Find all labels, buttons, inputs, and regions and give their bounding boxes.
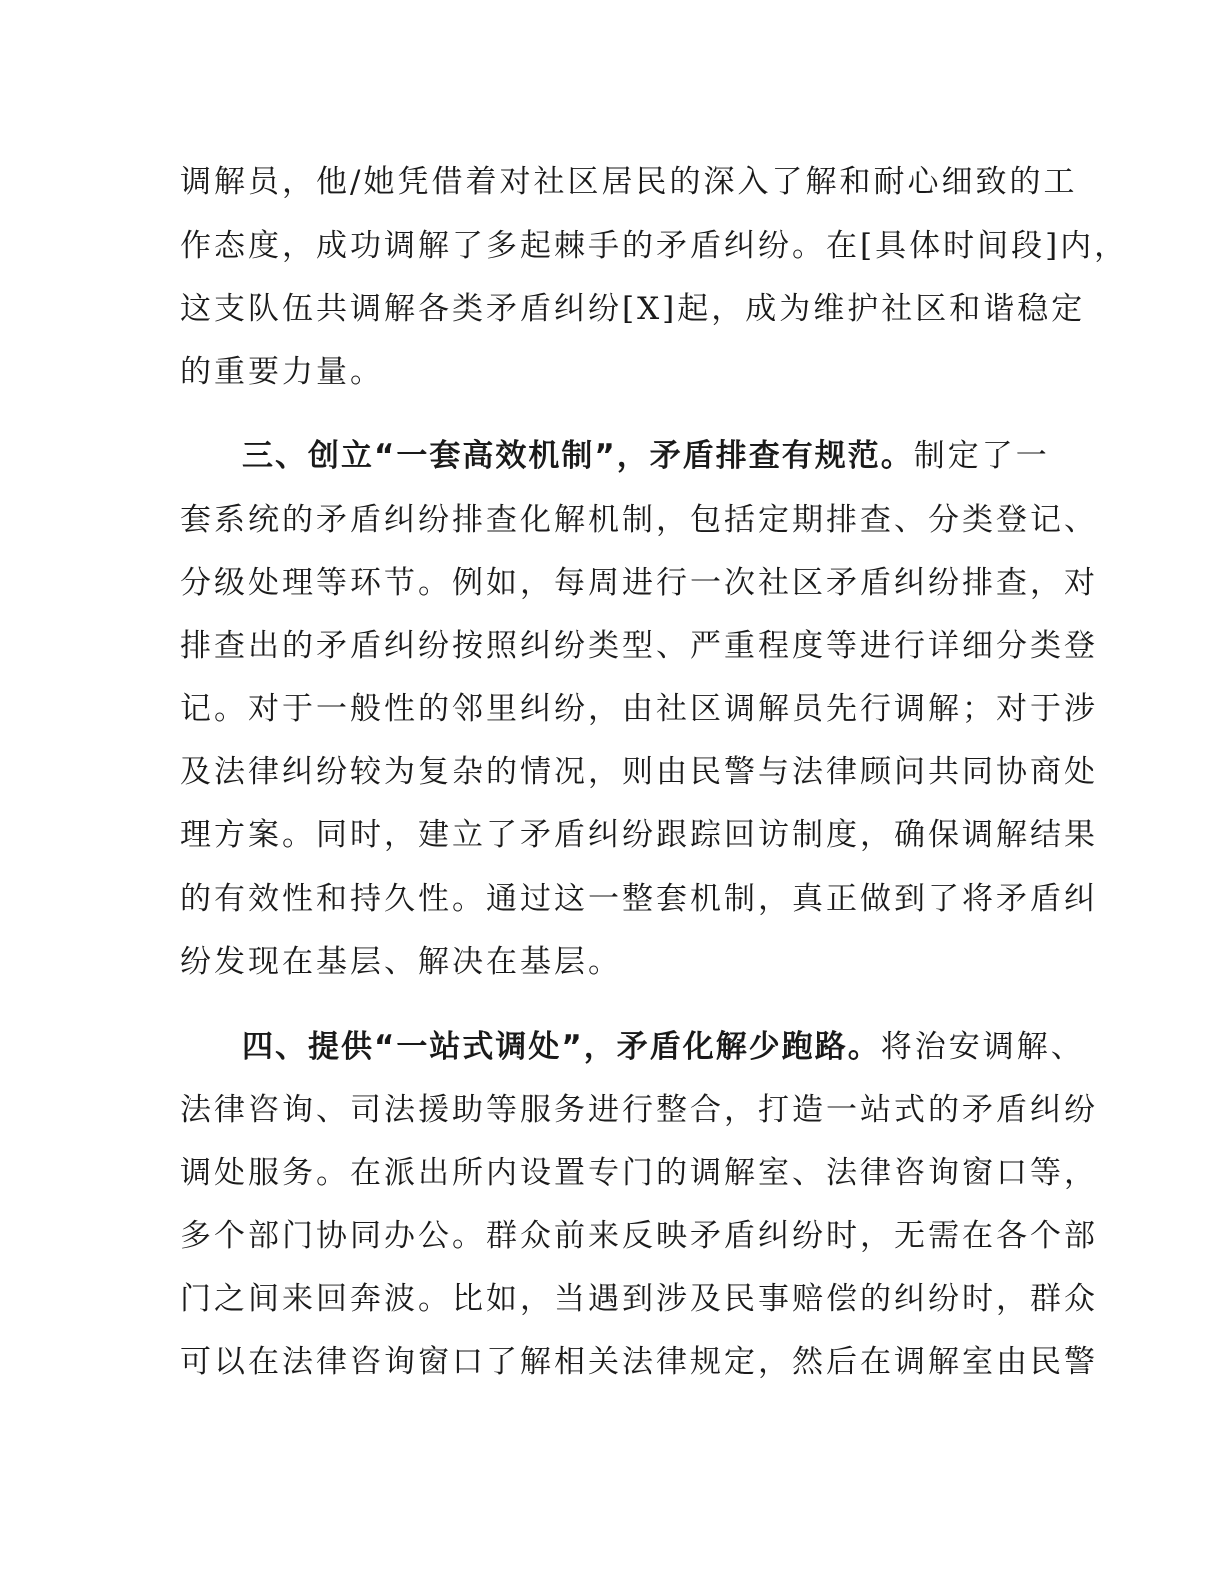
paragraph-line: 及法律纠纷较为复杂的情况，则由民警与法律顾问共同协商处	[180, 754, 1098, 790]
paragraph-line: 调解员，他/她凭借着对社区居民的深入了解和耐心细致的工	[180, 164, 1078, 200]
paragraph-line: 这支队伍共调解各类矛盾纠纷[X]起，成为维护社区和谐稳定	[180, 291, 1086, 327]
section-3-first-line-text: 制定了一	[913, 438, 1050, 474]
paragraph-line: 作态度，成功调解了多起棘手的矛盾纠纷。在[具体时间段]内，	[180, 228, 1129, 264]
section-4-first-line-text: 将治安调解、	[880, 1029, 1085, 1065]
paragraph-line: 可以在法律咨询窗口了解相关法律规定，然后在调解室由民警	[180, 1344, 1098, 1380]
paragraph-line: 多个部门协同办公。群众前来反映矛盾纠纷时，无需在各个部	[180, 1218, 1098, 1254]
paragraph-line: 的有效性和持久性。通过这一整套机制，真正做到了将矛盾纠	[180, 881, 1098, 917]
paragraph-line: 的重要力量。	[180, 354, 384, 390]
paragraph-line: 理方案。同时，建立了矛盾纠纷跟踪回访制度，确保调解结果	[180, 817, 1098, 853]
paragraph-line: 门之间来回奔波。比如，当遇到涉及民事赔偿的纠纷时，群众	[180, 1281, 1098, 1317]
paragraph-line: 纷发现在基层、解决在基层。	[180, 944, 622, 980]
paragraph-line: 调处服务。在派出所内设置专门的调解室、法律咨询窗口等，	[180, 1155, 1098, 1191]
section-4-first-line	[242, 1027, 1085, 1067]
paragraph-line: 法律咨询、司法援助等服务进行整合，打造一站式的矛盾纠纷	[180, 1092, 1098, 1128]
paragraph-line: 分级处理等环节。例如，每周进行一次社区矛盾纠纷排查，对	[180, 565, 1098, 601]
paragraph-line: 套系统的矛盾纠纷排查化解机制，包括定期排查、分类登记、	[180, 502, 1098, 538]
section-4-heading: 四、提供“一站式调处”，矛盾化解少跑路。	[242, 1029, 881, 1065]
paragraph-line: 记。对于一般性的邻里纠纷，由社区调解员先行调解；对于涉	[180, 691, 1098, 727]
section-3-heading: 三、创立“一套高效机制”，矛盾排查有规范。	[242, 438, 914, 474]
paragraph-line: 排查出的矛盾纠纷按照纠纷类型、严重程度等进行详细分类登	[180, 628, 1098, 664]
section-3-first-line	[242, 436, 1050, 476]
